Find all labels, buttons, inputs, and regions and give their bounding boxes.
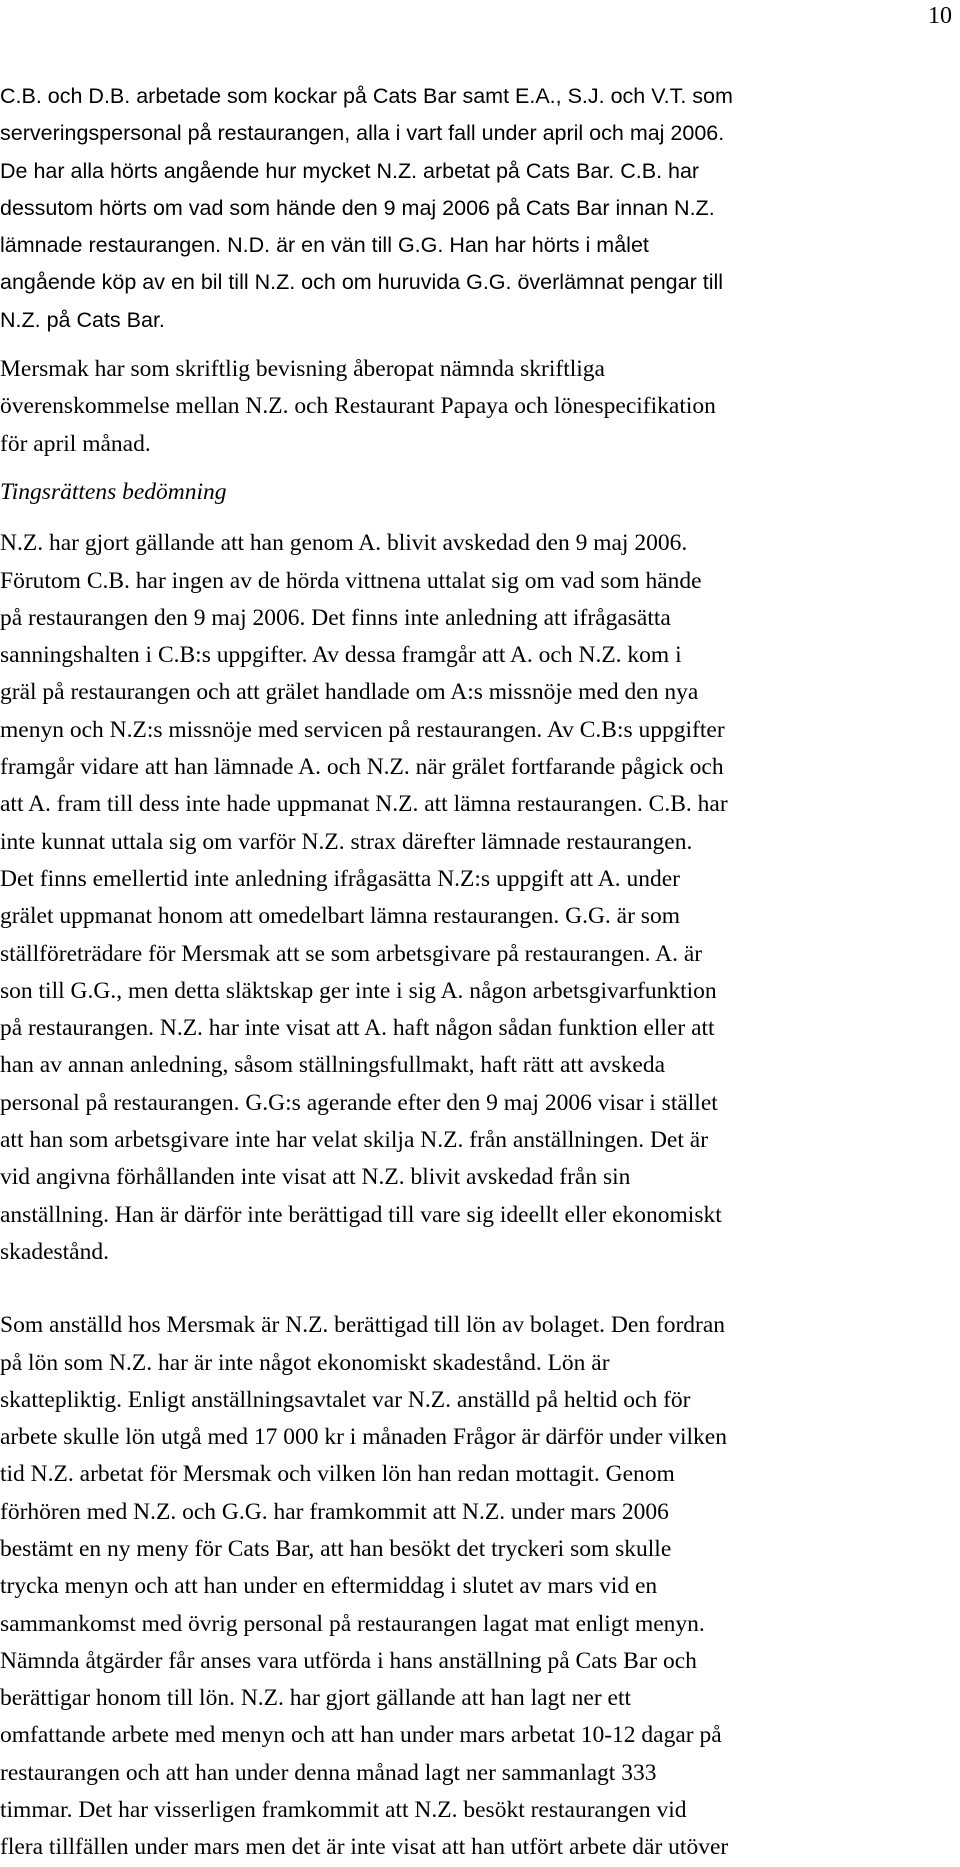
text-line: inte kunnat uttala sig om varför N.Z. strax därefter lämnade restaurangen. [0,828,693,855]
text-line: anställning. Han är därför inte berättigad till vare sig ideellt eller ekonomiskt [0,1201,722,1228]
text-line: omfattande arbete med menyn och att han under mars arbetat 10-12 dagar på [0,1722,722,1749]
text-line: flera tillfällen under mars men det är inte visat att han utfört arbete där utöver [0,1834,729,1861]
text-line: överenskommelse mellan N.Z. och Restaurant Papaya och lönespecifikation [0,393,716,420]
text-line: son till G.G., men detta släktskap ger inte i sig A. någon arbetsgivarfunktion [0,977,717,1004]
paragraph-assessment [0,525,956,1271]
text-line: sanningshalten i C.B:s uppgifter. Av dessa framgår att A. och N.Z. kom i [0,642,682,669]
text-line: Förutom C.B. har ingen av de hörda vittnena uttalat sig om vad som hände [0,567,702,594]
text-line: vid angivna förhållanden inte visat att N.Z. blivit avskedad från sin [0,1164,631,1191]
text-line: angående köp av en bil till N.Z. och om huruvida G.G. överlämnat pengar till [0,270,724,295]
paragraph-written-evidence [0,351,956,463]
paragraph-salary [0,1307,956,1866]
text-line: Nämnda åtgärder får anses vara utförda i hans anställning på Cats Bar och [0,1647,697,1674]
text-line: Som anställd hos Mersmak är N.Z. berättigad till lön av bolaget. Den fordran [0,1312,726,1339]
text-line: skadestånd. [0,1238,109,1265]
text-line: Mersmak har som skriftlig bevisning åberopat nämnda skriftliga [0,356,605,383]
text-line: C.B. och D.B. arbetade som kockar på Cats Bar samt E.A., S.J. och V.T. som [0,84,733,108]
text-line: ställföreträdare för Mersmak att se som arbetsgivare på restaurangen. A. är [0,940,703,967]
text-line: skattepliktig. Enligt anställningsavtalet var N.Z. anställd på heltid och för [0,1386,691,1413]
text-line: serveringspersonal på restaurangen, alla i vart fall under april och maj 2006. [0,121,725,146]
page-number: 10 [928,3,952,29]
text-line: grälet uppmanat honom att omedelbart lämna restaurangen. G.G. är som [0,903,680,930]
text-line: menyn och N.Z:s missnöje med servicen på restaurangen. Av C.B:s uppgifter [0,716,725,743]
text-line: lämnade restaurangen. N.D. är en vän till G.G. Han har hörts i målet [0,233,649,258]
text-line: på lön som N.Z. har är inte något ekonomiskt skadestånd. Lön är [0,1349,610,1376]
text-line: De har alla hörts angående hur mycket N.Z. arbetat på Cats Bar. C.B. har [0,158,700,183]
text-line: personal på restaurangen. G.G:s agerande efter den 9 maj 2006 visar i stället [0,1089,718,1116]
text-line: på restaurangen den 9 maj 2006. Det finns inte anledning att ifrågasätta [0,604,671,631]
section-heading: Tingsrättens bedömning [0,478,227,505]
paragraph-witnesses [0,78,956,339]
text-line: sammankomst med övrig personal på restaurangen lagat mat enligt menyn. [0,1610,705,1637]
text-line: N.Z. har gjort gällande att han genom A. blivit avskedad den 9 maj 2006. [0,530,688,557]
text-line: på restaurangen. N.Z. har inte visat att A. haft någon sådan funktion eller att [0,1015,715,1042]
text-line: arbete skulle lön utgå med 17 000 kr i månaden Frågor är därför under vilken [0,1424,727,1451]
text-line: han av annan anledning, såsom ställningsfullmakt, haft rätt att avskeda [0,1052,665,1079]
text-line: bestämt en ny meny för Cats Bar, att han besökt det tryckeri som skulle [0,1535,672,1562]
text-line: timmar. Det har visserligen framkommit att N.Z. besökt restaurangen vid [0,1797,687,1824]
text-line: förhören med N.Z. och G.G. har framkommit att N.Z. under mars 2006 [0,1498,669,1525]
text-line: trycka menyn och att han under en eftermiddag i slutet av mars vid en [0,1573,658,1600]
text-line: berättigar honom till lön. N.Z. har gjort gällande att han lagt ner ett [0,1685,632,1712]
text-line: att A. fram till dess inte hade uppmanat N.Z. att lämna restaurangen. C.B. har [0,791,728,818]
text-line: Det finns emellertid inte anledning ifrågasätta N.Z:s uppgift att A. under [0,865,681,892]
text-line: tid N.Z. arbetat för Mersmak och vilken lön han redan mottagit. Genom [0,1461,675,1488]
text-line: N.Z. på Cats Bar. [0,307,165,332]
document-body [0,78,956,1867]
text-line: restaurangen och att han under denna månad lagt ner sammanlagt 333 [0,1759,657,1786]
text-line: dessutom hörts om vad som hände den 9 maj 2006 på Cats Bar innan N.Z. [0,195,715,220]
text-line: framgår vidare att han lämnade A. och N.Z. när grälet fortfarande pågick och [0,754,724,781]
text-line: gräl på restaurangen och att grälet handlade om A:s missnöje med den nya [0,679,699,706]
text-line: att han som arbetsgivare inte har velat skilja N.Z. från anställningen. Det är [0,1127,709,1154]
text-line: för april månad. [0,430,151,457]
